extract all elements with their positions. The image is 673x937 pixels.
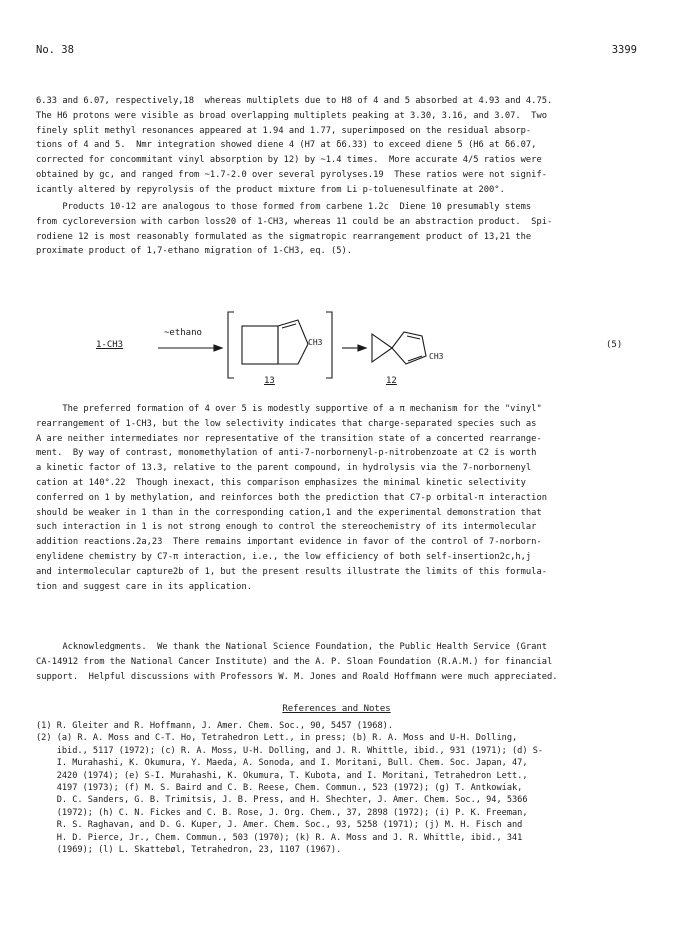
text-line: rodiene 12 is most reasonably formulated as the sigmatropic rearrangement product of 13,21 the	[36, 231, 532, 242]
reference-line: R. S. Raghavan, and D. G. Kuper, J. Amer. Chem. Soc., 93, 5258 (1971); (j) M. H. Fisch and	[36, 820, 523, 831]
scheme-structures	[36, 306, 637, 398]
paragraph-discussion	[36, 402, 637, 594]
spirodiene-structure	[372, 332, 426, 364]
text-line: from cycloreversion with carbon loss20 of 1-CH3, whereas 11 could be an abstraction product. Spi-	[36, 216, 553, 227]
text-line: A are neither intermediates nor representative of the transition state of a concerted rearrange-	[36, 433, 542, 444]
text-line: should be weaker in 1 than in the corresponding cation,1 and the experimental demonstration that	[36, 507, 542, 518]
product-number: 12	[386, 376, 397, 386]
issue-number: No. 38	[36, 44, 74, 56]
reaction-scheme	[36, 306, 637, 398]
text-line: ment. By way of contrast, monomethylation of anti-7-norbornenyl-p-nitrobenzoate at C2 is worth	[36, 448, 537, 459]
intermediate-number: 13	[264, 376, 275, 386]
reference-line: H. D. Pierce, Jr., Chem. Commun., 503 (1970); (k) R. A. Moss and J. R. Whittle, ibid., 341	[36, 832, 523, 843]
reference-line: (1) R. Gleiter and R. Hoffmann, J. Amer. Chem. Soc., 90, 5457 (1968).	[36, 721, 393, 731]
reference-line: 2420 (1974); (e) S-I. Murahashi, K. Okumura, T. Kubota, and I. Moritani, Tetrahedron Lett.,	[36, 770, 528, 781]
page-number: 3399	[611, 44, 637, 56]
paragraph-products	[36, 200, 637, 259]
text-line: icantly altered by repyrolysis of the product mixture from Li p-toluenesulfinate at 200°.	[36, 184, 505, 195]
text-line: tions of 4 and 5. Nmr integration showed diene 4 (H7 at δ6.33) to exceed diene 5 (H6 at δ6.07,	[36, 140, 537, 151]
cyclobutane-ring	[242, 326, 278, 364]
text-line: The H6 protons were visible as broad overlapping multiplets peaking at 3.30, 3.16, and 3.07. Two	[36, 110, 547, 121]
reference-line: ibid., 5117 (1972); (c) R. A. Moss, U-H. Dolling, and J. R. Whittle, ibid., 931 (1971); (d) S-	[36, 745, 544, 756]
text-line: The preferred formation of 4 over 5 is modestly supportive of a π mechanism for the "vinyl"	[36, 404, 542, 414]
text-line: 6.33 and 6.07, respectively,18 whereas multiplets due to H8 of 4 and 5 absorbed at 4.93 and 4.75.	[36, 96, 553, 106]
paragraph-nmr	[36, 94, 637, 198]
references-heading: References and Notes	[282, 704, 391, 714]
left-bracket	[228, 312, 234, 378]
product-methyl-label: CH3	[429, 352, 444, 361]
reference-line: 4197 (1973); (f) M. S. Baird and C. B. Reese, Chem. Commun., 523 (1972); (g) T. Antkowiak,	[36, 783, 523, 794]
text-line: addition reactions.2a,23 There remains important evidence in favor of the control of 7-norborn-	[36, 537, 542, 548]
text-line: CA-14912 from the National Cancer Institute) and the A. P. Sloan Foundation (R.A.M.) for financial	[36, 656, 553, 667]
text-line: and intermolecular capture2b of 1, but the present results illustrate the limits of this formula-	[36, 566, 547, 577]
intermediate-structure	[242, 320, 308, 364]
reference-line: I. Murahashi, K. Okumura, Y. Maeda, A. Sonoda, and I. Moritani, Bull. Chem. Soc. Japan, 47,	[36, 758, 528, 769]
text-line: cation at 140°.22 Though inexact, this comparison emphasizes the minimal kinetic selectivity	[36, 477, 526, 488]
text-line: finely split methyl resonances appeared at 1.94 and 1.77, superimposed on the residual absorp-	[36, 125, 532, 136]
text-line: support. Helpful discussions with Professors W. M. Jones and Roald Hoffmann were much appreciated.	[36, 671, 558, 682]
reference-line: (1972); (h) C. N. Fickes and C. B. Rose, J. Org. Chem., 37, 2898 (1972); (i) P. K. Freeman,	[36, 807, 528, 818]
text-line: enylidene chemistry by C7-π interaction, i.e., the low efficiency of both self-insertion2c,h,j	[36, 551, 532, 562]
reference-line: (2) (a) R. A. Moss and C-T. Ho, Tetrahedron Lett., in press; (b) R. A. Moss and U-H. Dolling,	[36, 733, 518, 744]
text-line: such interaction in 1 is not strong enough to control the stereochemistry of its intermolecular	[36, 522, 537, 533]
cyclopropane-ring	[372, 334, 392, 362]
arrowhead-icon	[358, 345, 366, 351]
text-line: conferred on 1 by methylation, and reinforces both the prediction that C7-p orbital-π interaction	[36, 492, 547, 503]
reference-line: D. C. Sanders, G. B. Trimitsis, J. B. Press, and H. Shechter, J. Amer. Chem. Soc., 94, 5366	[36, 795, 528, 806]
cyclopentene-ring	[278, 320, 308, 364]
text-line: a kinetic factor of 13.3, relative to the parent compound, in hydrolysis via the 7-norbornenyl	[36, 463, 532, 474]
reactant-label: 1-CH3	[96, 340, 124, 350]
arrow-label: ~ethano	[164, 328, 202, 338]
text-line: tion and suggest care in its application.	[36, 581, 252, 592]
text-line: rearrangement of 1-CH3, but the low selectivity indicates that charge-separated species such as	[36, 418, 537, 429]
text-line: proximate product of 1,7-ethano migration of 1-CH3, eq. (5).	[36, 246, 353, 257]
text-line: Acknowledgments. We thank the National Science Foundation, the Public Health Service (Grant	[36, 642, 547, 652]
right-bracket	[326, 312, 332, 378]
reference-line: (1969); (l) L. Skattebøl, Tetrahedron, 23, 1107 (1967).	[36, 845, 342, 856]
double-bond	[407, 336, 420, 339]
intermediate-methyl-label: CH3	[308, 338, 323, 347]
text-line: obtained by gc, and ranged from ~1.7-2.0 over several pyrolyses.19 These ratios were not signif-	[36, 169, 547, 180]
acknowledgments-paragraph	[36, 640, 637, 684]
references-list	[36, 720, 637, 856]
arrowhead-icon	[214, 345, 222, 351]
text-line: Products 10-12 are analogous to those formed from carbene 1.2c Diene 10 presumably stems	[36, 202, 532, 212]
equation-number: (5)	[606, 340, 623, 350]
text-line: corrected for concommitant vinyl absorption by 12) by ~1.4 times. More accurate 4/5 ratios were	[36, 155, 542, 166]
